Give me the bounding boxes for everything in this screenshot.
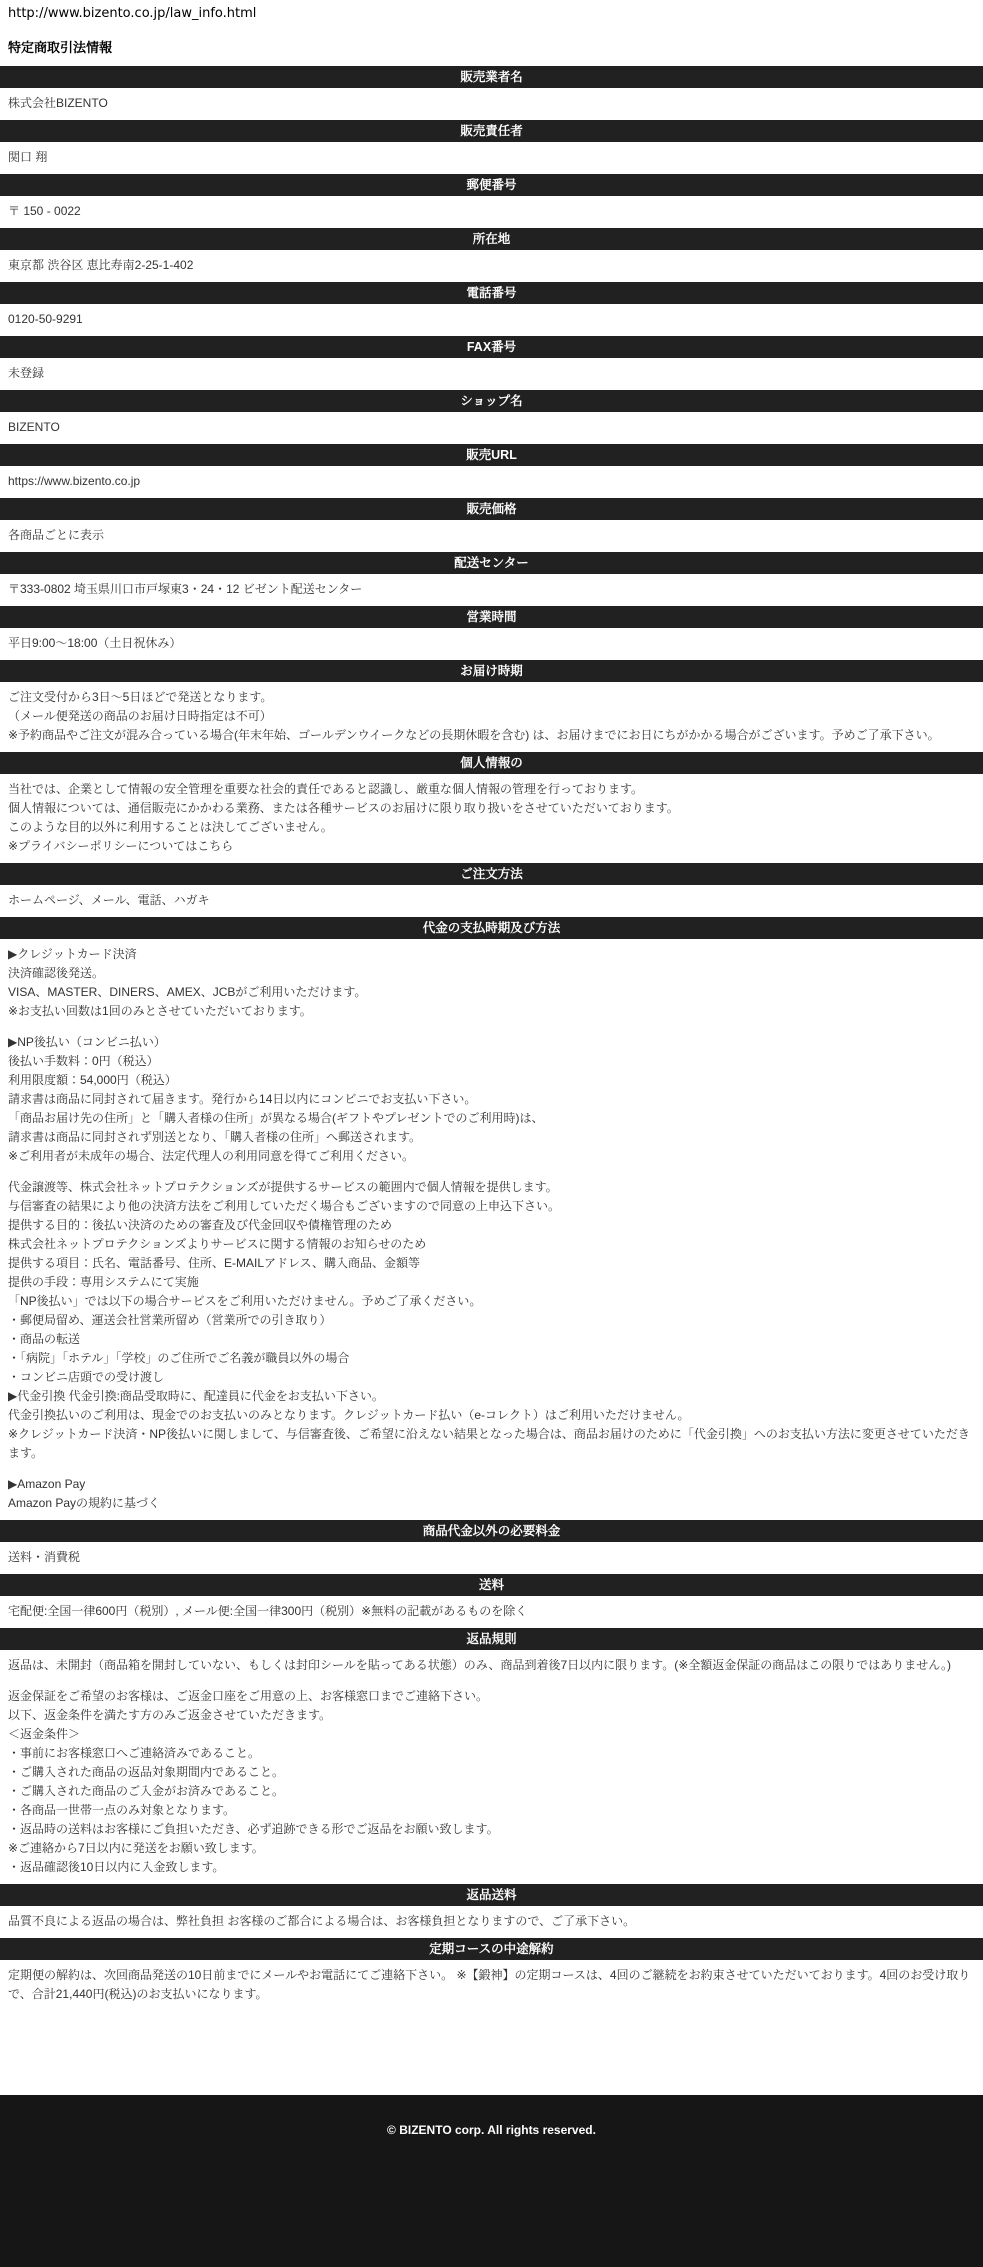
section-line: 個人情報については、通信販売にかかわる業務、または各種サービスのお届けに限り取り扱いをさせていただいております。	[8, 801, 679, 815]
section-line: ▶クレジットカード決済	[8, 947, 137, 961]
section-body	[0, 688, 983, 745]
section-line: 「商品お届け先の住所」と「購入者様の住所」が異なる場合(ギフトやプレゼントでのご利用時)は、	[8, 1111, 544, 1125]
section-body	[0, 1602, 983, 1621]
section-heading: 営業時間	[0, 606, 983, 628]
section-body	[0, 202, 983, 221]
section-heading: 個人情報の	[0, 752, 983, 774]
section-heading: 電話番号	[0, 282, 983, 304]
section-line: ・コンビニ店頭での受け渡し	[8, 1370, 165, 1384]
section-body	[0, 256, 983, 275]
section-line: ※プライバシーポリシーについてはこちら	[8, 839, 234, 853]
law-section	[0, 552, 983, 599]
section-heading: 商品代金以外の必要料金	[0, 1520, 983, 1542]
section-blank-line	[8, 1675, 975, 1687]
law-section	[0, 660, 983, 745]
section-line: 平日9:00～18:00（土日祝休み）	[8, 636, 182, 650]
section-line: 各商品ごとに表示	[8, 528, 105, 542]
section-line: 東京都 渋谷区 恵比寿南2-25-1-402	[8, 258, 194, 272]
section-heading: 送料	[0, 1574, 983, 1596]
section-line: ▶NP後払い（コンビニ払い）	[8, 1035, 166, 1049]
section-heading: 郵便番号	[0, 174, 983, 196]
section-heading: 配送センター	[0, 552, 983, 574]
law-section	[0, 444, 983, 491]
law-section	[0, 917, 983, 1513]
section-line: ・各商品一世帯一点のみ対象となります。	[8, 1803, 236, 1817]
section-heading: 定期コースの中途解約	[0, 1938, 983, 1960]
section-line: 0120-50-9291	[8, 312, 83, 326]
section-line: このような目的以外に利用することは決してございません。	[8, 820, 333, 834]
law-section	[0, 1628, 983, 1877]
section-heading: FAX番号	[0, 336, 983, 358]
section-line: ・郵便局留め、運送会社営業所留め（営業所での引き取り）	[8, 1313, 332, 1327]
section-line: ・ご購入された商品のご入金がお済みであること。	[8, 1784, 285, 1798]
law-section	[0, 1574, 983, 1621]
section-line: 返品は、未開封（商品箱を開封していない、もしくは封印シールを貼ってある状態）のみ、商品到着後7日以内に限ります。(※全額返金保証の商品はこの限りではありません。)	[8, 1658, 951, 1672]
section-line: 代金引換払いのご利用は、現金でのお支払いのみとなります。クレジットカード払い（e-コレクト）はご利用いただけません。	[8, 1408, 690, 1422]
section-body	[0, 945, 983, 1513]
law-section	[0, 228, 983, 275]
section-line: ※ご利用者が未成年の場合、法定代理人の利用同意を得てご利用ください。	[8, 1149, 415, 1163]
section-body	[0, 1656, 983, 1877]
section-body	[0, 472, 983, 491]
section-line: 後払い手数料：0円（税込）	[8, 1054, 159, 1068]
law-section	[0, 174, 983, 221]
section-line: ▶Amazon Pay	[8, 1477, 86, 1491]
section-line: ＜返金条件＞	[8, 1727, 81, 1741]
section-line: Amazon Payの規約に基づく	[8, 1496, 161, 1510]
section-line: 提供する目的：後払い決済のための審査及び代金回収や債権管理のため	[8, 1218, 393, 1232]
law-section	[0, 282, 983, 329]
section-body	[0, 364, 983, 383]
section-body	[0, 1548, 983, 1567]
section-line: 宅配便:全国一律600円（税別）, メール便:全国一律300円（税別）※無料の記載があるものを除く	[8, 1604, 528, 1618]
section-body	[0, 418, 983, 437]
section-line: 利用限度額：54,000円（税込）	[8, 1073, 177, 1087]
section-line: 請求書は商品に同封されず別送となり、「購入者様の住所」へ郵送されます。	[8, 1130, 422, 1144]
section-heading: 返品規則	[0, 1628, 983, 1650]
section-heading: 販売価格	[0, 498, 983, 520]
law-section	[0, 1938, 983, 2004]
section-line: ※予約商品やご注文が混み合っている場合(年末年始、ゴールデンウイークなどの長期休暇を含む) は、お届けまでにお日にちがかかる場合がございます。予めご了承下さい。	[8, 728, 940, 742]
section-line: VISA、MASTER、DINERS、AMEX、JCBがご利用いただけます。	[8, 985, 367, 999]
section-line: 返金保証をご希望のお客様は、ご返金口座をご用意の上、お客様窓口までご連絡下さい。	[8, 1689, 489, 1703]
section-heading: お届け時期	[0, 660, 983, 682]
section-line: ※ご連絡から7日以内に発送をお願い致します。	[8, 1841, 264, 1855]
section-line: 以下、返金条件を満たす方のみご返金させていただきます。	[8, 1708, 332, 1722]
section-line: 決済確認後発送。	[8, 966, 105, 980]
section-line: ・返品確認後10日以内に入金致します。	[8, 1860, 225, 1874]
section-line: 未登録	[8, 366, 45, 380]
law-section	[0, 390, 983, 437]
section-line: BIZENTO	[8, 420, 60, 434]
section-body	[0, 310, 983, 329]
section-line: 関口 翔	[8, 150, 48, 164]
section-heading: 販売責任者	[0, 120, 983, 142]
law-section	[0, 66, 983, 113]
section-line: 当社では、企業として情報の安全管理を重要な社会的責任であると認識し、厳重な個人情報の管理を行っております。	[8, 782, 644, 796]
section-body	[0, 94, 983, 113]
section-line: 「NP後払い」では以下の場合サービスをご利用いただけません。予めご了承ください。	[8, 1294, 482, 1308]
page-url: http://www.bizento.co.jp/law_info.html	[8, 6, 257, 21]
section-line: ※お支払い回数は1回のみとさせていただいております。	[8, 1004, 312, 1018]
section-line: 送料・消費税	[8, 1550, 81, 1564]
section-line: 〒 150 - 0022	[8, 204, 81, 218]
section-heading: 返品送料	[0, 1884, 983, 1906]
section-blank-line	[8, 1021, 975, 1033]
section-line: ・「病院」「ホテル」「学校」のご住所でご名義が職員以外の場合	[8, 1351, 350, 1365]
section-heading: 販売URL	[0, 444, 983, 466]
law-section	[0, 1520, 983, 1567]
section-line: 請求書は商品に同封されて届きます。発行から14日以内にコンビニでお支払い下さい。	[8, 1092, 477, 1106]
law-section	[0, 863, 983, 910]
law-section	[0, 1884, 983, 1931]
section-line: 〒333-0802 埼玉県川口市戸塚東3・24・12 ビゼント配送センター	[8, 582, 363, 596]
section-blank-line	[8, 1166, 975, 1178]
law-section	[0, 336, 983, 383]
section-line: ご注文受付から3日～5日ほどで発送となります。	[8, 690, 273, 704]
section-line: 提供する項目：氏名、電話番号、住所、E-MAILアドレス、購入商品、金額等	[8, 1256, 421, 1270]
section-body	[0, 1966, 983, 2004]
law-section	[0, 498, 983, 545]
section-line: 株式会社ネットプロテクションズよりサービスに関する情報のお知らせのため	[8, 1237, 427, 1251]
section-line: ・商品の転送	[8, 1332, 81, 1346]
section-line: ・ご購入された商品の返品対象期間内であること。	[8, 1765, 285, 1779]
section-line: ▶代金引換 代金引換:商品受取時に、配達員に代金をお支払い下さい。	[8, 1389, 384, 1403]
section-body	[0, 634, 983, 653]
section-body	[0, 1912, 983, 1931]
section-line: 提供の手段：専用システムにて実施	[8, 1275, 199, 1289]
footer	[0, 2095, 983, 2267]
section-line: 品質不良による返品の場合は、弊社負担 お客様のご都合による場合は、お客様負担となりますので、ご了承下さい。	[8, 1914, 636, 1928]
law-section	[0, 120, 983, 167]
section-blank-line	[8, 1463, 975, 1475]
page-title: 特定商取引法情報	[8, 40, 113, 55]
section-body	[0, 148, 983, 167]
section-body	[0, 891, 983, 910]
section-line: （メール便発送の商品のお届け日時指定は不可）	[8, 709, 272, 723]
section-line: ※クレジットカード決済・NP後払いに関しまして、与信審査後、ご希望に沿えない結果となった場合は、商品お届けのために「代金引換」へのお支払い方法に変更させていただきます。	[8, 1427, 970, 1460]
section-heading: 代金の支払時期及び方法	[0, 917, 983, 939]
section-heading: ショップ名	[0, 390, 983, 412]
section-line: ・返品時の送料はお客様にご負担いただき、必ず追跡できる形でご返品をお願い致します。	[8, 1822, 499, 1836]
section-heading: 販売業者名	[0, 66, 983, 88]
section-line: ・事前にお客様窓口へご連絡済みであること。	[8, 1746, 261, 1760]
section-line: https://www.bizento.co.jp	[8, 474, 141, 488]
section-body	[0, 580, 983, 599]
section-body	[0, 780, 983, 856]
sections	[0, 66, 983, 2004]
section-line: 代金譲渡等、株式会社ネットプロテクションズが提供するサービスの範囲内で個人情報を提供します。	[8, 1180, 558, 1194]
law-section	[0, 752, 983, 856]
section-heading: ご注文方法	[0, 863, 983, 885]
copyright-text: © BIZENTO corp. All rights reserved.	[387, 2123, 596, 2137]
law-section	[0, 606, 983, 653]
section-line: 定期便の解約は、次回商品発送の10日前までにメールやお電話にてご連絡下さい。 ※【鍛神】の定期コースは、4回のご継続をお約束させていただいております。4回のお受け取りで、合計21,440円(税込)のお支払いになります。	[8, 1968, 971, 2001]
section-line: 株式会社BIZENTO	[8, 96, 108, 110]
section-body	[0, 526, 983, 545]
section-line: ホームページ、メール、電話、ハガキ	[8, 893, 210, 907]
section-line: 与信審査の結果により他の決済方法をご利用していただく場合もございますので同意の上申込下さい。	[8, 1199, 561, 1213]
section-heading: 所在地	[0, 228, 983, 250]
